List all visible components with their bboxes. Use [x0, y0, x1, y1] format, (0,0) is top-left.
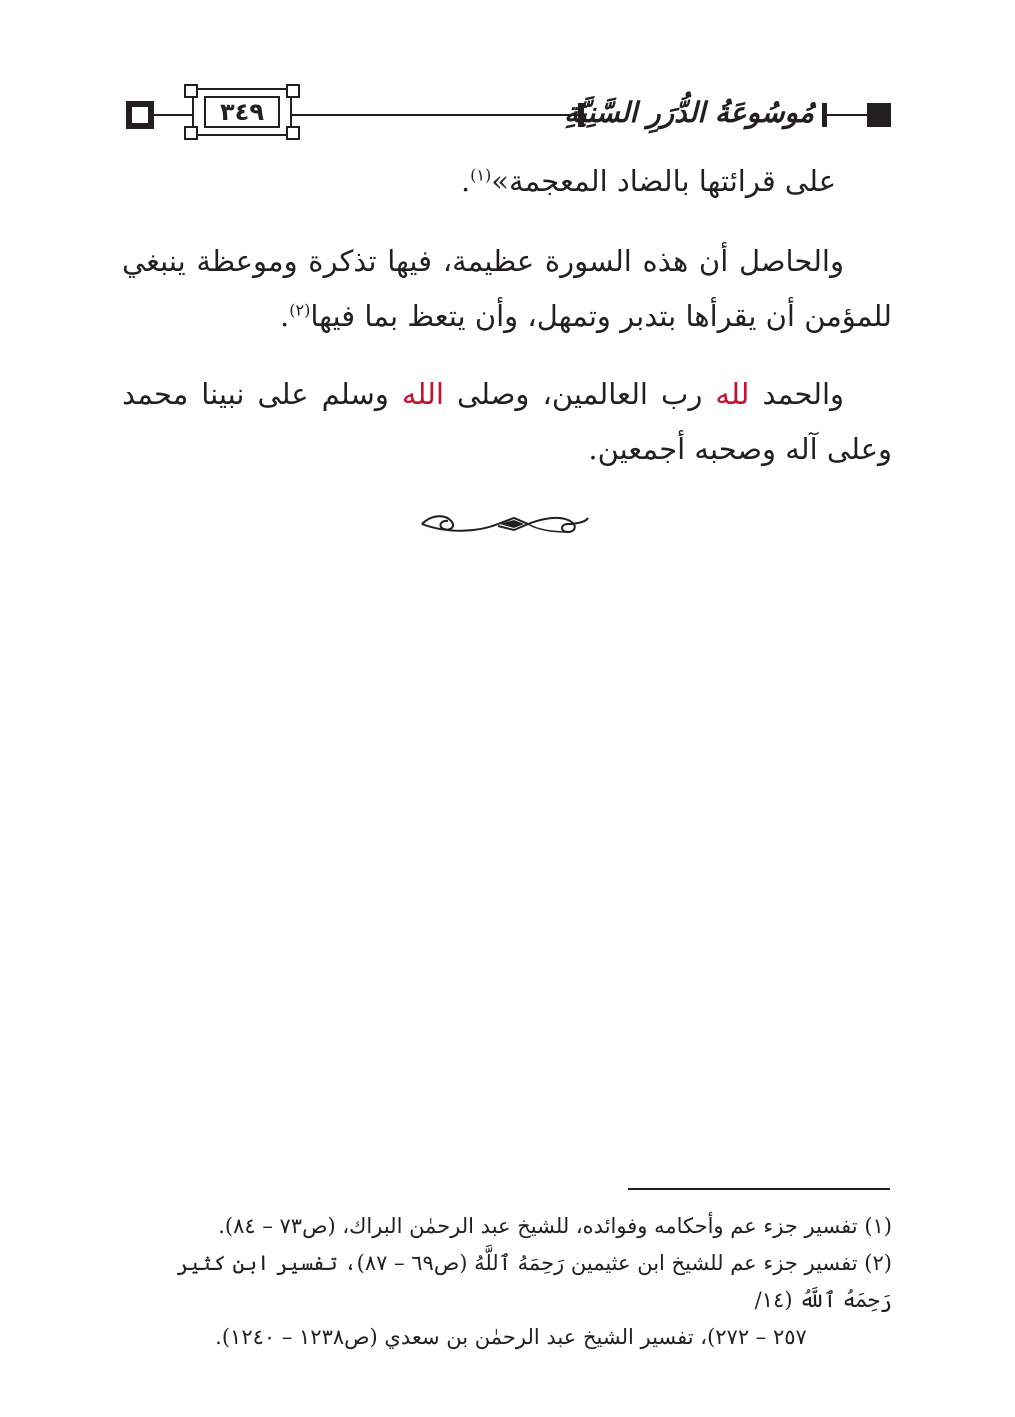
paragraph-1-text: على قرائتها بالضاد المعجمة» [491, 164, 836, 198]
paragraph-1 [122, 154, 892, 209]
page-number: ٣٤٩ [204, 96, 280, 128]
paragraph-3-text-a: والحمد [762, 377, 845, 411]
paragraph-2-text: والحاصل أن هذه السورة عظيمة، فيها تذكرة وموعظة ينبغي للمؤمن أن يقرأها بتدبر وتمهل، وأن يتعظ بما فيها [122, 244, 892, 333]
section-end-ornament [418, 508, 592, 538]
paragraph-3-text-c: وسلم على نبينا محمد وعلى آله وصحبه أجمعين. [122, 377, 892, 466]
right-rule [827, 114, 867, 116]
left-square-ornament [126, 101, 154, 129]
left-rule [154, 114, 192, 116]
footnote-ref-2: (٢) [289, 300, 311, 320]
right-square-ornament [867, 103, 891, 127]
page-number-frame [192, 88, 292, 136]
footnote-1: (١) تفسير جزء عم وأحكامه وفوائده، للشيخ عبد الرحمٰن البراك، (ص٧٣ – ٨٤). [218, 1214, 892, 1238]
paragraph-3 [122, 367, 892, 477]
footnote-separator [628, 1188, 890, 1190]
footnote-2: (٢) تفسير جزء عم للشيخ ابن عثيمين رَحِمَهُ ٱللَّهُ (ص٦٩ – ٨٧)، تفسير ابن كثير رَحِمَهُ ٱللَّهُ (١٤/ [176, 1251, 892, 1312]
divine-name-lillah: لله [715, 377, 750, 411]
paragraph-1-end: . [460, 164, 471, 198]
frame-knot [184, 84, 198, 98]
paragraph-2-end: . [280, 299, 290, 333]
footnotes [130, 1208, 892, 1356]
series-title: مُوسُوعَةُ الدُّرَرِ السَّنِيَّةِ [564, 96, 814, 129]
middle-rule [292, 114, 580, 116]
frame-knot [286, 126, 300, 140]
footnote-ref-1: (١) [470, 165, 492, 185]
paragraph-2 [122, 234, 892, 344]
frame-knot [184, 126, 198, 140]
footnote-2-continued: ٢٥٧ – ٢٧٢)، تفسير الشيخ عبد الرحمٰن بن سعدي (ص١٢٣٨ – ١٢٤٠). [215, 1325, 807, 1349]
frame-knot [286, 84, 300, 98]
divine-name-allah: الله [401, 377, 444, 411]
page-header [0, 0, 1015, 150]
paragraph-3-text-b: رب العالمين، وصلى [457, 377, 703, 411]
